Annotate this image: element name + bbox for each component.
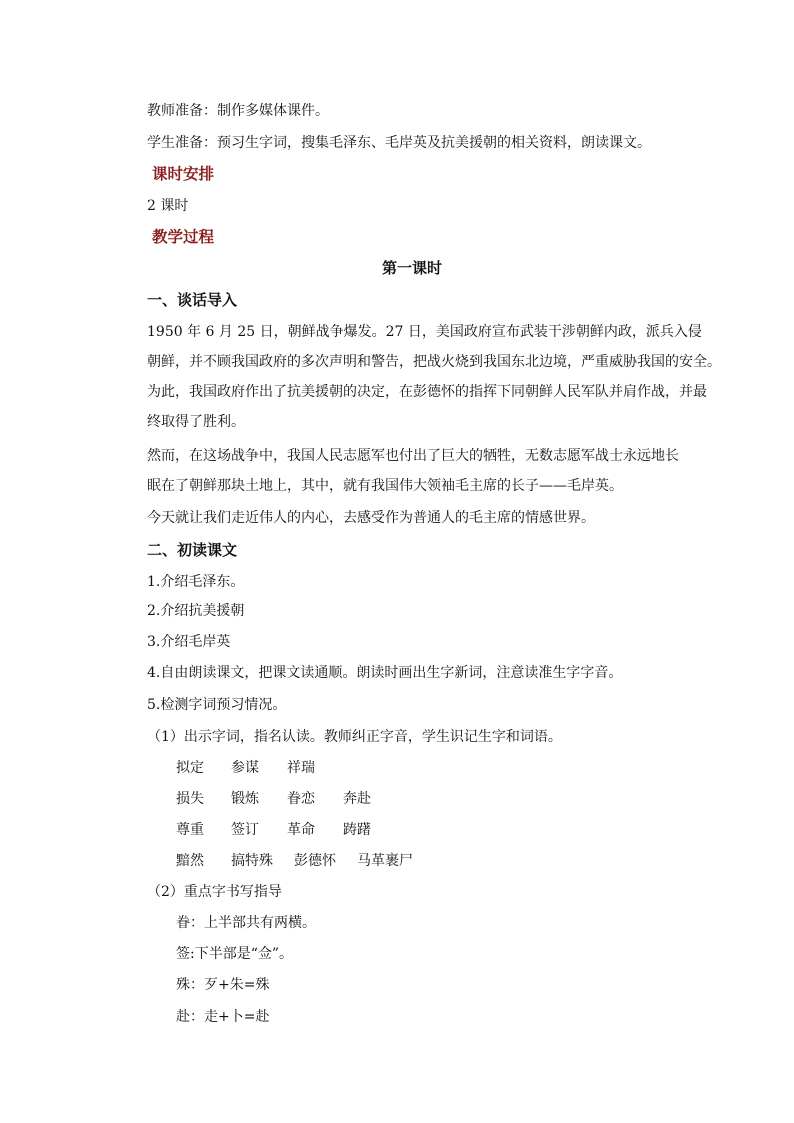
lesson-title: 第一课时 — [382, 259, 443, 277]
intro-p1-line4: 终取得了胜利。 — [147, 414, 245, 430]
intro-p1-line2: 朝鲜，并不顾我国政府的多次声明和警告，把战火烧到我国东北边境，严重威胁我国的安全。 — [147, 354, 721, 370]
teacher-prep: 教师准备：制作多媒体课件。 — [147, 103, 329, 119]
schedule-heading: 课时安排 — [152, 164, 215, 183]
list-item-1: 1.介绍毛泽东。 — [147, 574, 245, 590]
vocab-word: 奔赴 — [343, 791, 371, 807]
guide-line: 殊：歹+朱=殊 — [176, 977, 270, 993]
process-heading: 教学过程 — [152, 227, 215, 246]
vocab-word: 祥瑞 — [287, 760, 315, 776]
intro-p2-line2: 眠在了朝鲜那块土地上，其中，就有我国伟大领袖毛主席的长子——毛岸英。 — [147, 478, 623, 494]
vocab-word: 拟定 — [176, 760, 204, 776]
section-title-intro: 一、谈话导入 — [147, 291, 238, 309]
sub-item-2: （2）重点字书写指导 — [147, 884, 282, 900]
vocab-word: 损失 — [176, 791, 204, 807]
vocab-word: 眷恋 — [287, 791, 315, 807]
vocab-word: 尊重 — [176, 822, 204, 838]
vocab-word: 搞特殊 — [231, 853, 273, 869]
vocab-word: 踌躇 — [343, 822, 371, 838]
guide-line: 签:下半部是“佥”。 — [176, 946, 294, 962]
vocab-word: 参谋 — [231, 760, 259, 776]
vocab-word: 革命 — [287, 822, 315, 838]
vocab-word: 彭德怀 — [294, 853, 336, 869]
list-item-5: 5.检测字词预习情况。 — [147, 697, 287, 713]
vocab-word: 黯然 — [176, 853, 204, 869]
list-item-2: 2.介绍抗美援朝 — [147, 603, 245, 619]
student-prep: 学生准备：预习生字词，搜集毛泽东、毛岸英及抗美援朝的相关资料，朗读课文。 — [147, 135, 651, 151]
guide-line: 赴：走+卜=赴 — [176, 1009, 270, 1025]
list-item-3: 3.介绍毛岸英 — [147, 634, 231, 650]
intro-p1-line3: 为此，我国政府作出了抗美援朝的决定，在彭德怀的指挥下同朝鲜人民军队并肩作战，并最 — [147, 384, 707, 400]
intro-p3: 今天就让我们走近伟人的内心，去感受作为普通人的毛主席的情感世界。 — [147, 510, 595, 526]
intro-p1-line1: 1950 年 6 月 25 日，朝鲜战争爆发。27 日，美国政府宣布武装干涉朝鲜内政，派兵入侵 — [147, 324, 702, 340]
guide-line: 眷：上半部共有两横。 — [176, 915, 316, 931]
vocab-word: 锻炼 — [231, 791, 259, 807]
schedule-value: 2 课时 — [147, 198, 189, 214]
list-item-4: 4.自由朗读课文，把课文读通顺。朗读时画出生字新词，注意读准生字字音。 — [147, 665, 623, 681]
vocab-word: 马革裹尸 — [357, 853, 413, 869]
vocab-word: 签订 — [231, 822, 259, 838]
sub-item-1: （1）出示字词，指名认读。教师纠正字音，学生识记生字和词语。 — [147, 729, 562, 745]
intro-p2-line1: 然而，在这场战争中，我国人民志愿军也付出了巨大的牺牲，无数志愿军战士永远地长 — [147, 448, 679, 464]
section-title-reading: 二、初读课文 — [147, 541, 238, 559]
